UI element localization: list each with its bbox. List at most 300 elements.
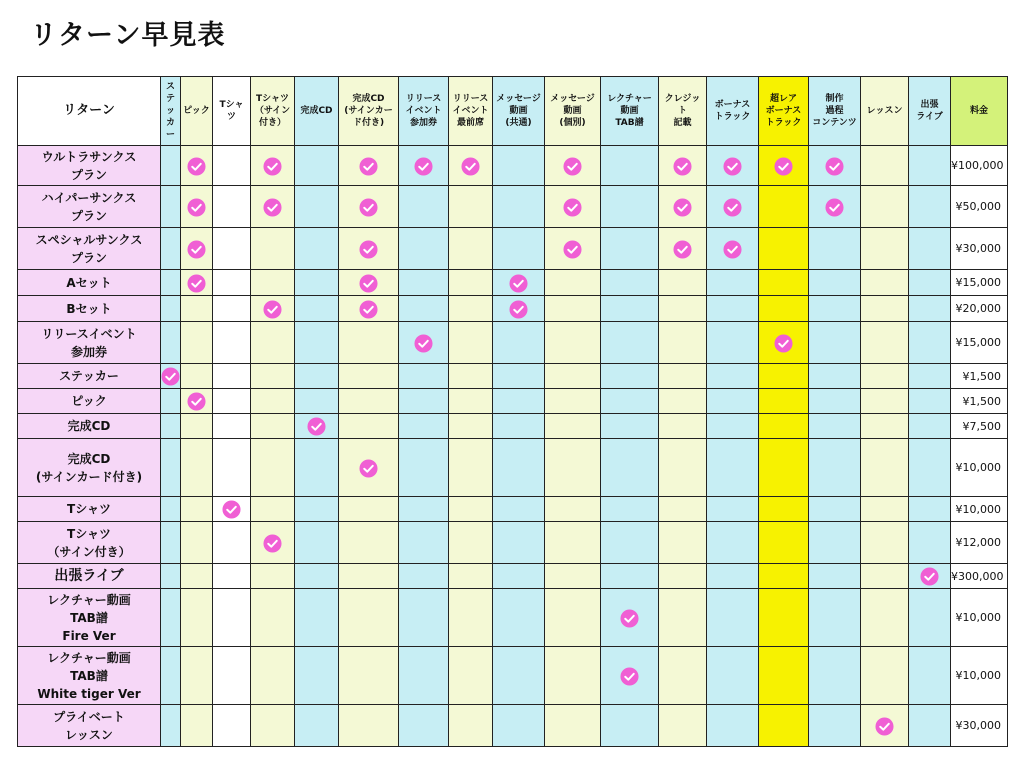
table-cell [339, 146, 399, 186]
check-icon [774, 334, 793, 353]
table-cell [213, 186, 251, 228]
table-cell [861, 186, 909, 228]
check-icon [222, 500, 241, 519]
table-cell [909, 296, 951, 322]
check-icon [563, 157, 582, 176]
table-cell [601, 296, 659, 322]
return-name-label: プライベート レッスン [53, 709, 125, 742]
table-cell [601, 364, 659, 389]
table-cell [809, 364, 861, 389]
table-cell [759, 228, 809, 270]
table-cell [759, 589, 809, 647]
table-cell [339, 322, 399, 364]
table-cell [545, 186, 601, 228]
table-cell [601, 522, 659, 564]
check-icon [359, 198, 378, 217]
table-cell [295, 228, 339, 270]
table-cell [161, 389, 181, 414]
table-cell [399, 270, 449, 296]
table-cell [659, 228, 707, 270]
table-cell [295, 322, 339, 364]
table-cell [759, 414, 809, 439]
table-cell [449, 228, 493, 270]
table-cell [759, 522, 809, 564]
table-cell [601, 186, 659, 228]
column-header-label: ボーナス トラック [714, 100, 751, 122]
table-cell [161, 364, 181, 389]
check-icon [359, 240, 378, 259]
column-header [181, 77, 213, 146]
return-name [18, 322, 161, 364]
table-cell [493, 364, 545, 389]
column-header-label: ス テ ッ カ ー [165, 82, 175, 140]
table-cell [181, 296, 213, 322]
return-name-label: Tシャツ （サイン付き） [47, 526, 131, 559]
table-cell [601, 564, 659, 589]
table-cell [809, 322, 861, 364]
table-cell [809, 589, 861, 647]
table-cell [181, 322, 213, 364]
check-icon [461, 157, 480, 176]
price-cell: ¥1,500 [951, 364, 1008, 389]
table-cell [601, 497, 659, 522]
table-cell [295, 564, 339, 589]
table-row [18, 497, 1008, 522]
table-cell [759, 364, 809, 389]
table-cell [601, 389, 659, 414]
check-icon [187, 240, 206, 259]
price-cell: ¥300,000 [951, 564, 1008, 589]
table-cell [213, 270, 251, 296]
table-cell [861, 564, 909, 589]
table-cell [909, 705, 951, 747]
return-name [18, 270, 161, 296]
table-cell [809, 705, 861, 747]
table-cell [759, 439, 809, 497]
table-cell [707, 146, 759, 186]
table-cell [181, 186, 213, 228]
table-cell [399, 497, 449, 522]
price-cell: ¥30,000 [951, 228, 1008, 270]
table-cell [545, 522, 601, 564]
table-cell [493, 564, 545, 589]
table-cell [339, 228, 399, 270]
table-cell [909, 322, 951, 364]
table-cell [659, 564, 707, 589]
table-cell [339, 705, 399, 747]
table-cell [213, 647, 251, 705]
table-cell [251, 647, 295, 705]
table-cell [181, 705, 213, 747]
table-header-row [18, 77, 1008, 146]
column-header [493, 77, 545, 146]
table-cell [339, 389, 399, 414]
table-cell [449, 389, 493, 414]
return-name [18, 705, 161, 747]
table-cell [759, 270, 809, 296]
check-icon [414, 157, 433, 176]
price-cell: ¥10,000 [951, 439, 1008, 497]
table-cell [809, 522, 861, 564]
table-cell [161, 497, 181, 522]
check-icon [263, 300, 282, 319]
table-cell [659, 146, 707, 186]
table-cell [861, 705, 909, 747]
table-cell [399, 228, 449, 270]
table-cell [181, 228, 213, 270]
table-cell [181, 389, 213, 414]
table-cell [493, 296, 545, 322]
column-header-label: 超レア ボーナス トラック [765, 94, 802, 128]
table-row [18, 270, 1008, 296]
column-header [339, 77, 399, 146]
column-header [707, 77, 759, 146]
table-cell [161, 439, 181, 497]
table-cell [251, 705, 295, 747]
table-cell [295, 589, 339, 647]
check-icon [307, 417, 326, 436]
check-icon [825, 157, 844, 176]
return-name-label: 出張ライブ [54, 568, 124, 584]
table-cell [707, 364, 759, 389]
table-cell [161, 322, 181, 364]
table-cell [707, 322, 759, 364]
table-cell [545, 564, 601, 589]
table-cell [161, 647, 181, 705]
table-cell [251, 589, 295, 647]
table-row [18, 589, 1008, 647]
table-cell [295, 296, 339, 322]
column-header-label: リリース イベント 参加券 [405, 94, 442, 128]
table-cell [399, 364, 449, 389]
table-cell [759, 322, 809, 364]
table-cell [181, 414, 213, 439]
column-header [861, 77, 909, 146]
check-icon [673, 198, 692, 217]
check-icon [187, 274, 206, 293]
column-header [161, 77, 181, 146]
table-row [18, 186, 1008, 228]
table-cell [161, 228, 181, 270]
table-cell [909, 389, 951, 414]
column-header-label: 完成CD [300, 106, 333, 116]
table-cell [295, 186, 339, 228]
column-header [449, 77, 493, 146]
table-cell [399, 389, 449, 414]
price-cell: ¥12,000 [951, 522, 1008, 564]
return-name [18, 522, 161, 564]
return-name [18, 497, 161, 522]
check-icon [723, 157, 742, 176]
table-cell [449, 146, 493, 186]
check-icon [563, 198, 582, 217]
table-cell [449, 564, 493, 589]
table-cell [181, 497, 213, 522]
table-cell [909, 564, 951, 589]
table-cell [161, 270, 181, 296]
table-cell [493, 146, 545, 186]
table-cell [659, 647, 707, 705]
table-cell [399, 647, 449, 705]
table-cell [251, 364, 295, 389]
table-cell [399, 439, 449, 497]
return-name [18, 186, 161, 228]
table-row [18, 522, 1008, 564]
column-header-label: ピック [183, 106, 210, 116]
table-cell [601, 322, 659, 364]
table-cell [213, 705, 251, 747]
table-cell [161, 589, 181, 647]
return-name-label: リリースイベント 参加券 [41, 326, 137, 359]
header-return: リターン [18, 77, 161, 146]
price-header: 料金 [951, 77, 1008, 146]
table-cell [295, 270, 339, 296]
table-cell [861, 296, 909, 322]
return-name-label: ステッカー [59, 369, 119, 383]
table-cell [295, 414, 339, 439]
table-cell [339, 647, 399, 705]
table-cell [213, 564, 251, 589]
column-header [659, 77, 707, 146]
table-cell [181, 589, 213, 647]
table-cell [449, 705, 493, 747]
column-header-label: 出張 ライブ [916, 100, 943, 122]
table-cell [545, 414, 601, 439]
table-cell [659, 296, 707, 322]
check-icon [723, 198, 742, 217]
table-cell [339, 414, 399, 439]
table-cell [399, 705, 449, 747]
table-cell [659, 705, 707, 747]
column-header [399, 77, 449, 146]
table-cell [659, 522, 707, 564]
table-cell [449, 296, 493, 322]
table-cell [251, 322, 295, 364]
table-cell [449, 647, 493, 705]
check-icon [509, 274, 528, 293]
table-row [18, 647, 1008, 705]
price-cell: ¥1,500 [951, 389, 1008, 414]
return-name-label: ハイパーサンクス プラン [41, 190, 137, 223]
table-cell [659, 414, 707, 439]
column-header-label: メッセージ 動画 (個別) [550, 94, 595, 128]
table-cell [295, 364, 339, 389]
price-cell: ¥7,500 [951, 414, 1008, 439]
return-name [18, 364, 161, 389]
check-icon [187, 157, 206, 176]
price-cell: ¥15,000 [951, 322, 1008, 364]
column-header [909, 77, 951, 146]
table-cell [251, 186, 295, 228]
table-cell [399, 322, 449, 364]
table-cell [181, 146, 213, 186]
table-cell [707, 497, 759, 522]
table-cell [493, 228, 545, 270]
check-icon [263, 157, 282, 176]
table-cell [339, 186, 399, 228]
table-cell [707, 522, 759, 564]
column-header [601, 77, 659, 146]
check-icon [359, 274, 378, 293]
table-cell [909, 186, 951, 228]
table-cell [295, 389, 339, 414]
table-cell [759, 705, 809, 747]
check-icon [263, 534, 282, 553]
table-cell [809, 439, 861, 497]
table-cell [213, 589, 251, 647]
price-cell: ¥20,000 [951, 296, 1008, 322]
table-row [18, 564, 1008, 589]
table-cell [449, 439, 493, 497]
table-cell [707, 296, 759, 322]
table-cell [707, 439, 759, 497]
table-cell [213, 389, 251, 414]
table-cell [251, 564, 295, 589]
table-cell [339, 296, 399, 322]
table-cell [449, 270, 493, 296]
table-cell [545, 705, 601, 747]
column-header-label: レクチャー 動画 TAB譜 [607, 94, 652, 128]
return-name-label: ピック [71, 394, 107, 408]
table-cell [181, 439, 213, 497]
column-header [759, 77, 809, 146]
table-cell [707, 564, 759, 589]
table-cell [181, 364, 213, 389]
return-name-label: Bセット [66, 301, 112, 316]
table-cell [601, 647, 659, 705]
table-cell [295, 439, 339, 497]
table-cell [251, 228, 295, 270]
table-cell [707, 389, 759, 414]
table-row [18, 322, 1008, 364]
table-cell [545, 647, 601, 705]
return-name-label: レクチャー動画 TAB譜 White tiger Ver [37, 650, 141, 701]
table-cell [161, 296, 181, 322]
column-header-label: リリース イベント 最前席 [452, 94, 489, 128]
table-cell [161, 705, 181, 747]
table-cell [545, 364, 601, 389]
table-cell [181, 647, 213, 705]
return-name-label: Aセット [66, 275, 112, 290]
return-name [18, 296, 161, 322]
table-cell [449, 364, 493, 389]
price-cell: ¥10,000 [951, 647, 1008, 705]
column-header-label: メッセージ 動画 (共通) [496, 94, 541, 128]
table-cell [545, 322, 601, 364]
table-row [18, 364, 1008, 389]
table-cell [909, 270, 951, 296]
table-cell [861, 146, 909, 186]
table-cell [295, 522, 339, 564]
table-cell [251, 522, 295, 564]
column-header [809, 77, 861, 146]
column-header [213, 77, 251, 146]
check-icon [187, 392, 206, 411]
return-name [18, 414, 161, 439]
return-name [18, 146, 161, 186]
column-header-label: 完成CD (サインカー ド付き) [344, 94, 393, 128]
table-cell [861, 439, 909, 497]
table-cell [493, 322, 545, 364]
table-cell [707, 186, 759, 228]
check-icon [359, 459, 378, 478]
check-icon [359, 300, 378, 319]
table-cell [545, 296, 601, 322]
check-icon [563, 240, 582, 259]
table-cell [251, 389, 295, 414]
table-cell [493, 414, 545, 439]
table-cell [909, 228, 951, 270]
table-cell [909, 497, 951, 522]
table-cell [339, 589, 399, 647]
column-header [545, 77, 601, 146]
table-cell [659, 589, 707, 647]
table-cell [161, 522, 181, 564]
table-cell [213, 322, 251, 364]
table-cell [339, 439, 399, 497]
table-cell [295, 647, 339, 705]
price-cell: ¥10,000 [951, 589, 1008, 647]
table-cell [861, 322, 909, 364]
table-cell [759, 389, 809, 414]
table-cell [399, 186, 449, 228]
table-cell [251, 296, 295, 322]
check-icon [673, 240, 692, 259]
return-name [18, 564, 161, 589]
check-icon [723, 240, 742, 259]
table-cell [601, 414, 659, 439]
table-cell [909, 146, 951, 186]
table-cell [809, 146, 861, 186]
column-header-label: 制作 過程 コンテンツ [812, 94, 857, 128]
table-cell [213, 228, 251, 270]
price-cell: ¥15,000 [951, 270, 1008, 296]
table-cell [861, 647, 909, 705]
table-cell [861, 270, 909, 296]
check-icon [263, 198, 282, 217]
table-cell [707, 270, 759, 296]
table-cell [295, 497, 339, 522]
table-cell [707, 589, 759, 647]
table-cell [339, 522, 399, 564]
table-cell [213, 146, 251, 186]
price-cell: ¥50,000 [951, 186, 1008, 228]
table-cell [759, 296, 809, 322]
table-cell [659, 497, 707, 522]
table-cell [809, 228, 861, 270]
check-icon [187, 198, 206, 217]
table-cell [493, 186, 545, 228]
table-cell [601, 439, 659, 497]
table-cell [545, 228, 601, 270]
table-cell [399, 296, 449, 322]
return-name [18, 389, 161, 414]
table-cell [659, 364, 707, 389]
table-cell [339, 564, 399, 589]
table-cell [339, 497, 399, 522]
check-icon [825, 198, 844, 217]
check-icon [620, 609, 639, 628]
table-cell [601, 705, 659, 747]
table-cell [909, 522, 951, 564]
table-cell [493, 647, 545, 705]
table-cell [295, 705, 339, 747]
table-cell [449, 414, 493, 439]
table-cell [493, 270, 545, 296]
return-name-label: 完成CD (サインカード付き) [35, 451, 143, 484]
table-row [18, 296, 1008, 322]
column-header-label: レッスン [866, 106, 903, 116]
